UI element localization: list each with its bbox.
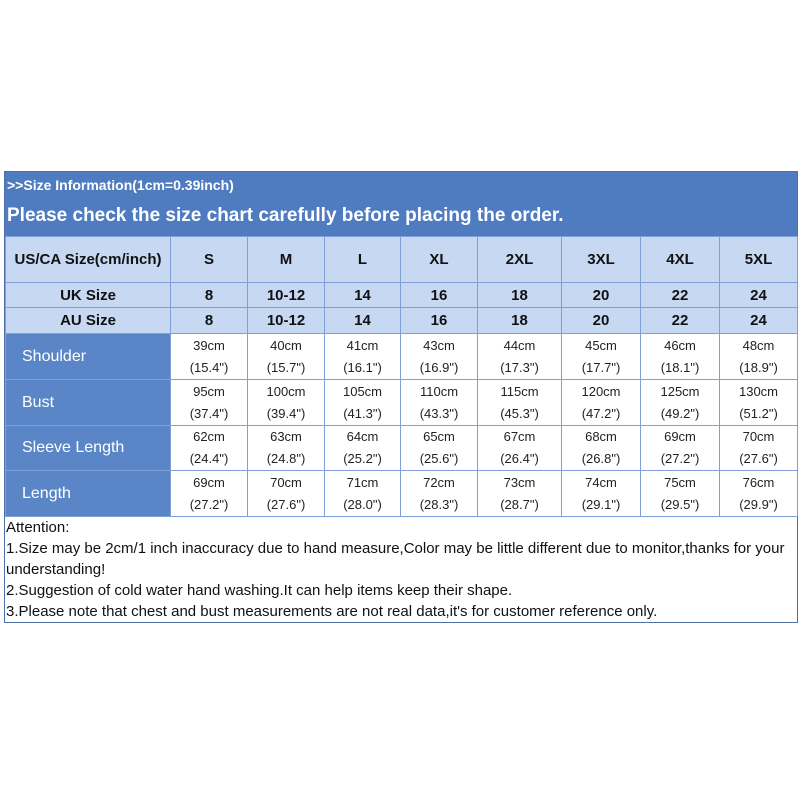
cm-value: 71cm (346, 474, 379, 490)
inch-value: (27.6") (739, 451, 778, 466)
inch-value: (24.4") (189, 451, 229, 466)
measurement-cell (248, 334, 325, 380)
cm-value: 70cm (742, 429, 775, 444)
cm-value: 110cm (419, 383, 459, 399)
inch-value: (27.2") (189, 496, 229, 512)
au-size-cell: 8 (171, 308, 248, 334)
cm-value: 62cm (193, 429, 225, 444)
inch-value: (26.4") (500, 451, 539, 466)
inch-value: (39.4") (266, 405, 306, 421)
au-size-row (6, 308, 798, 334)
inch-value: (16.1") (343, 359, 382, 375)
cm-value: 120cm (581, 383, 621, 399)
uk-size-cell: 20 (562, 283, 641, 308)
measurement-label: Length (6, 471, 171, 517)
inch-value: (37.4") (189, 405, 229, 421)
cm-value: 100cm (266, 383, 306, 399)
cm-value: 63cm (270, 429, 302, 444)
uk-size-cell: 18 (478, 283, 562, 308)
cm-value: 75cm (664, 474, 696, 490)
au-size-cell: 24 (720, 308, 798, 334)
size-cell: 2XL (478, 237, 562, 283)
measurement-cell (562, 471, 641, 517)
measurement-cell (171, 426, 248, 471)
cm-value: 43cm (423, 337, 455, 353)
measurement-cell (401, 334, 478, 380)
au-size-cell: 16 (401, 308, 478, 334)
cm-value: 39cm (193, 337, 225, 353)
size-cell: 5XL (720, 237, 798, 283)
inch-value: (27.2") (660, 451, 700, 466)
measurement-cell (641, 471, 720, 517)
au-size-cell: 14 (325, 308, 401, 334)
attention-title: Attention: (6, 519, 70, 536)
size-cell: S (171, 237, 248, 283)
measurement-cell (562, 426, 641, 471)
cm-value: 45cm (585, 337, 617, 353)
uk-size-cell: 16 (401, 283, 478, 308)
measurement-cell (720, 380, 798, 426)
uk-size-label: UK Size (6, 283, 171, 308)
size-header-row (6, 237, 798, 283)
attention-note: 2.Suggestion of cold water hand washing.It can help items keep their shape. (6, 582, 513, 599)
size-cell: 4XL (641, 237, 720, 283)
size-header-label: US/CA Size(cm/inch) (6, 237, 171, 283)
inch-value: (16.9") (419, 359, 459, 375)
measurement-cell (641, 380, 720, 426)
bust-row (6, 380, 798, 426)
measurement-cell (720, 471, 798, 517)
inch-value: (26.8") (581, 451, 621, 466)
size-info-banner (5, 172, 797, 236)
inch-value: (25.6") (419, 451, 459, 466)
cm-value: 74cm (585, 474, 617, 490)
cm-value: 67cm (503, 429, 536, 444)
au-size-cell: 20 (562, 308, 641, 334)
size-warning-text: Please check the size chart carefully before placing the order. (7, 205, 564, 226)
measurement-cell (325, 380, 401, 426)
cm-value: 115cm (500, 383, 539, 399)
au-size-label: AU Size (6, 308, 171, 334)
au-size-cell: 22 (641, 308, 720, 334)
measurement-cell (641, 426, 720, 471)
cm-value: 64cm (346, 429, 379, 444)
cm-value: 70cm (270, 474, 302, 490)
measurement-cell (401, 471, 478, 517)
cm-value: 68cm (585, 429, 617, 444)
measurement-cell (171, 471, 248, 517)
inch-value: (18.1") (660, 359, 700, 375)
cm-value: 130cm (738, 383, 779, 399)
attention-note: 3.Please note that chest and bust measurements are not real data,it's for customer reference only. (6, 603, 658, 620)
au-size-cell: 10-12 (248, 308, 325, 334)
measurement-cell (325, 334, 401, 380)
cm-value: 41cm (346, 337, 379, 353)
cm-value: 69cm (664, 429, 696, 444)
measurement-label: Shoulder (6, 334, 171, 380)
inch-value: (15.4") (189, 359, 229, 375)
au-size-cell: 18 (478, 308, 562, 334)
inch-value: (49.2") (660, 405, 700, 421)
inch-value: (28.0") (343, 496, 382, 512)
cm-value: 46cm (664, 337, 696, 353)
inch-value: (18.9") (739, 359, 778, 375)
inch-value: (47.2") (581, 405, 621, 421)
measurement-cell (478, 380, 562, 426)
measurement-cell (478, 334, 562, 380)
inch-value: (15.7") (266, 359, 306, 375)
inch-value: (17.7") (581, 359, 621, 375)
size-table (5, 236, 798, 517)
size-cell: XL (401, 237, 478, 283)
inch-value: (28.7") (500, 496, 539, 512)
shoulder-row (6, 334, 798, 380)
cm-value: 44cm (503, 337, 536, 353)
measurement-cell (720, 426, 798, 471)
measurement-cell (478, 471, 562, 517)
size-cell: L (325, 237, 401, 283)
cm-value: 95cm (193, 383, 225, 399)
size-info-title: >>Size Information(1cm=0.39inch) (7, 177, 234, 193)
measurement-cell (401, 380, 478, 426)
sleeve-length-row (6, 426, 798, 471)
measurement-cell (720, 334, 798, 380)
uk-size-cell: 8 (171, 283, 248, 308)
measurement-cell (562, 334, 641, 380)
size-cell: 3XL (562, 237, 641, 283)
cm-value: 69cm (193, 474, 225, 490)
cm-value: 125cm (660, 383, 700, 399)
inch-value: (29.5") (660, 496, 700, 512)
cm-value: 72cm (423, 474, 455, 490)
attention-note: 1.Size may be 2cm/1 inch inaccuracy due to hand measure,Color may be little different due to monitor,thanks for your understanding! (6, 540, 785, 578)
measurement-cell (171, 380, 248, 426)
uk-size-cell: 14 (325, 283, 401, 308)
inch-value: (29.9") (739, 496, 778, 512)
cm-value: 76cm (742, 474, 775, 490)
measurement-cell (641, 334, 720, 380)
size-chart (4, 171, 798, 623)
measurement-label: Sleeve Length (6, 426, 171, 471)
measurement-cell (325, 471, 401, 517)
uk-size-row (6, 283, 798, 308)
inch-value: (43.3") (419, 405, 459, 421)
cm-value: 65cm (423, 429, 455, 444)
measurement-cell (248, 380, 325, 426)
inch-value: (17.3") (500, 359, 539, 375)
cm-value: 48cm (742, 337, 775, 353)
inch-value: (24.8") (266, 451, 306, 466)
inch-value: (41.3") (343, 405, 382, 421)
measurement-cell (248, 426, 325, 471)
size-cell: M (248, 237, 325, 283)
cm-value: 40cm (270, 337, 302, 353)
inch-value: (45.3") (500, 405, 539, 421)
measurement-cell (401, 426, 478, 471)
inch-value: (27.6") (266, 496, 306, 512)
measurement-cell (171, 334, 248, 380)
inch-value: (28.3") (419, 496, 459, 512)
inch-value: (29.1") (581, 496, 621, 512)
cm-value: 73cm (503, 474, 536, 490)
measurement-label: Bust (6, 380, 171, 426)
measurement-cell (248, 471, 325, 517)
inch-value: (25.2") (343, 451, 382, 466)
length-row (6, 471, 798, 517)
uk-size-cell: 24 (720, 283, 798, 308)
inch-value: (51.2") (739, 405, 778, 421)
uk-size-cell: 22 (641, 283, 720, 308)
measurement-cell (325, 426, 401, 471)
measurement-cell (478, 426, 562, 471)
cm-value: 105cm (342, 383, 383, 399)
measurement-cell (562, 380, 641, 426)
uk-size-cell: 10-12 (248, 283, 325, 308)
attention-notes (5, 517, 796, 622)
